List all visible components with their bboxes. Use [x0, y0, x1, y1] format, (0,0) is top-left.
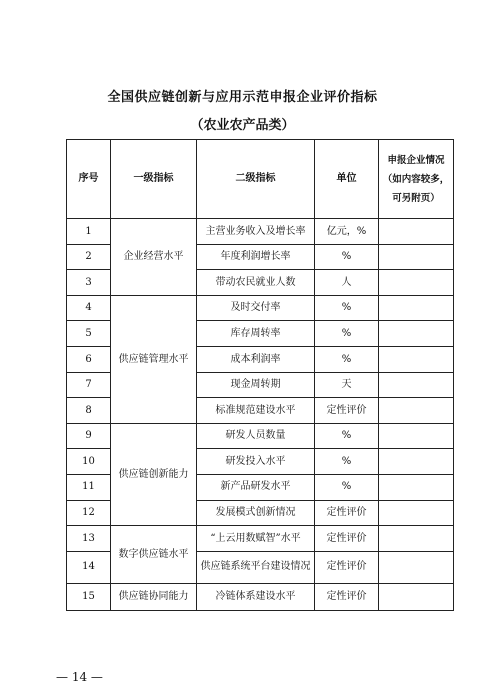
group-level1-indicator: 供应链创新能力: [111, 423, 197, 525]
row-seq: 10: [67, 449, 111, 475]
row-seq: 4: [67, 295, 111, 321]
row-notes-cell[interactable]: [379, 346, 454, 372]
row-unit: %: [315, 321, 379, 347]
row-seq: 12: [67, 500, 111, 526]
row-level2-indicator: 供应链系统平台建设情况: [197, 551, 315, 583]
row-unit: %: [315, 474, 379, 500]
table-row: [67, 295, 454, 321]
row-notes-cell[interactable]: [379, 219, 454, 245]
header-notes: 申报企业情况（如内容较多，可另附页）: [379, 140, 454, 219]
row-level2-indicator: 年度利润增长率: [197, 244, 315, 270]
row-level2-indicator: 新产品研发水平: [197, 474, 315, 500]
page-number: — 14 —: [56, 670, 103, 684]
row-level2-indicator: 及时交付率: [197, 295, 315, 321]
row-notes-cell[interactable]: [379, 526, 454, 552]
row-level2-indicator: 主营业务收入及增长率: [197, 219, 315, 245]
header-level1: 一级指标: [111, 140, 197, 219]
table-row: [67, 219, 454, 245]
document-subtitle: （农业农产品类）: [190, 118, 295, 133]
table-row: [67, 583, 454, 610]
row-notes-cell[interactable]: [379, 551, 454, 583]
header-level2: 二级指标: [197, 140, 315, 219]
row-unit: 定性评价: [315, 583, 379, 610]
indicator-table: [66, 139, 454, 611]
row-unit: %: [315, 449, 379, 475]
row-seq: 14: [67, 551, 111, 583]
row-seq: 1: [67, 219, 111, 245]
row-level2-indicator: 现金周转期: [197, 372, 315, 398]
row-seq: 13: [67, 526, 111, 552]
row-notes-cell[interactable]: [379, 372, 454, 398]
row-level2-indicator: 成本利润率: [197, 346, 315, 372]
row-level2-indicator: 研发人员数量: [197, 423, 315, 449]
table-header-row: [67, 140, 454, 219]
row-notes-cell[interactable]: [379, 295, 454, 321]
header-seq: 序号: [67, 140, 111, 219]
table-row: [67, 423, 454, 449]
row-notes-cell[interactable]: [379, 500, 454, 526]
row-unit: 天: [315, 372, 379, 398]
row-unit: %: [315, 423, 379, 449]
row-level2-indicator: 库存周转率: [197, 321, 315, 347]
row-notes-cell[interactable]: [379, 398, 454, 424]
row-notes-cell[interactable]: [379, 270, 454, 296]
row-unit: 定性评价: [315, 551, 379, 583]
group-level1-indicator: 数字供应链水平: [111, 526, 197, 584]
table-body: [67, 219, 454, 611]
row-notes-cell[interactable]: [379, 321, 454, 347]
row-unit: 人: [315, 270, 379, 296]
row-level2-indicator: “上云用数赋智”水平: [197, 526, 315, 552]
row-unit: 亿元，%: [315, 219, 379, 245]
row-notes-cell[interactable]: [379, 244, 454, 270]
row-seq: 8: [67, 398, 111, 424]
row-seq: 15: [67, 583, 111, 610]
row-level2-indicator: 带动农民就业人数: [197, 270, 315, 296]
row-unit: %: [315, 244, 379, 270]
row-unit: 定性评价: [315, 398, 379, 424]
row-unit: 定性评价: [315, 526, 379, 552]
document-title: 全国供应链创新与应用示范申报企业评价指标: [107, 90, 378, 105]
row-seq: 2: [67, 244, 111, 270]
row-notes-cell[interactable]: [379, 423, 454, 449]
group-level1-indicator: 供应链管理水平: [111, 295, 197, 423]
row-seq: 3: [67, 270, 111, 296]
group-level1-indicator: 供应链协同能力: [111, 583, 197, 610]
row-notes-cell[interactable]: [379, 583, 454, 610]
row-seq: 9: [67, 423, 111, 449]
row-seq: 6: [67, 346, 111, 372]
row-unit: 定性评价: [315, 500, 379, 526]
header-unit: 单位: [315, 140, 379, 219]
row-seq: 11: [67, 474, 111, 500]
table-row: [67, 526, 454, 552]
row-notes-cell[interactable]: [379, 474, 454, 500]
row-unit: %: [315, 346, 379, 372]
row-notes-cell[interactable]: [379, 449, 454, 475]
row-level2-indicator: 研发投入水平: [197, 449, 315, 475]
group-level1-indicator: 企业经营水平: [111, 219, 197, 296]
row-seq: 7: [67, 372, 111, 398]
row-level2-indicator: 标准规范建设水平: [197, 398, 315, 424]
row-level2-indicator: 冷链体系建设水平: [197, 583, 315, 610]
row-unit: %: [315, 295, 379, 321]
row-seq: 5: [67, 321, 111, 347]
row-level2-indicator: 发展模式创新情况: [197, 500, 315, 526]
